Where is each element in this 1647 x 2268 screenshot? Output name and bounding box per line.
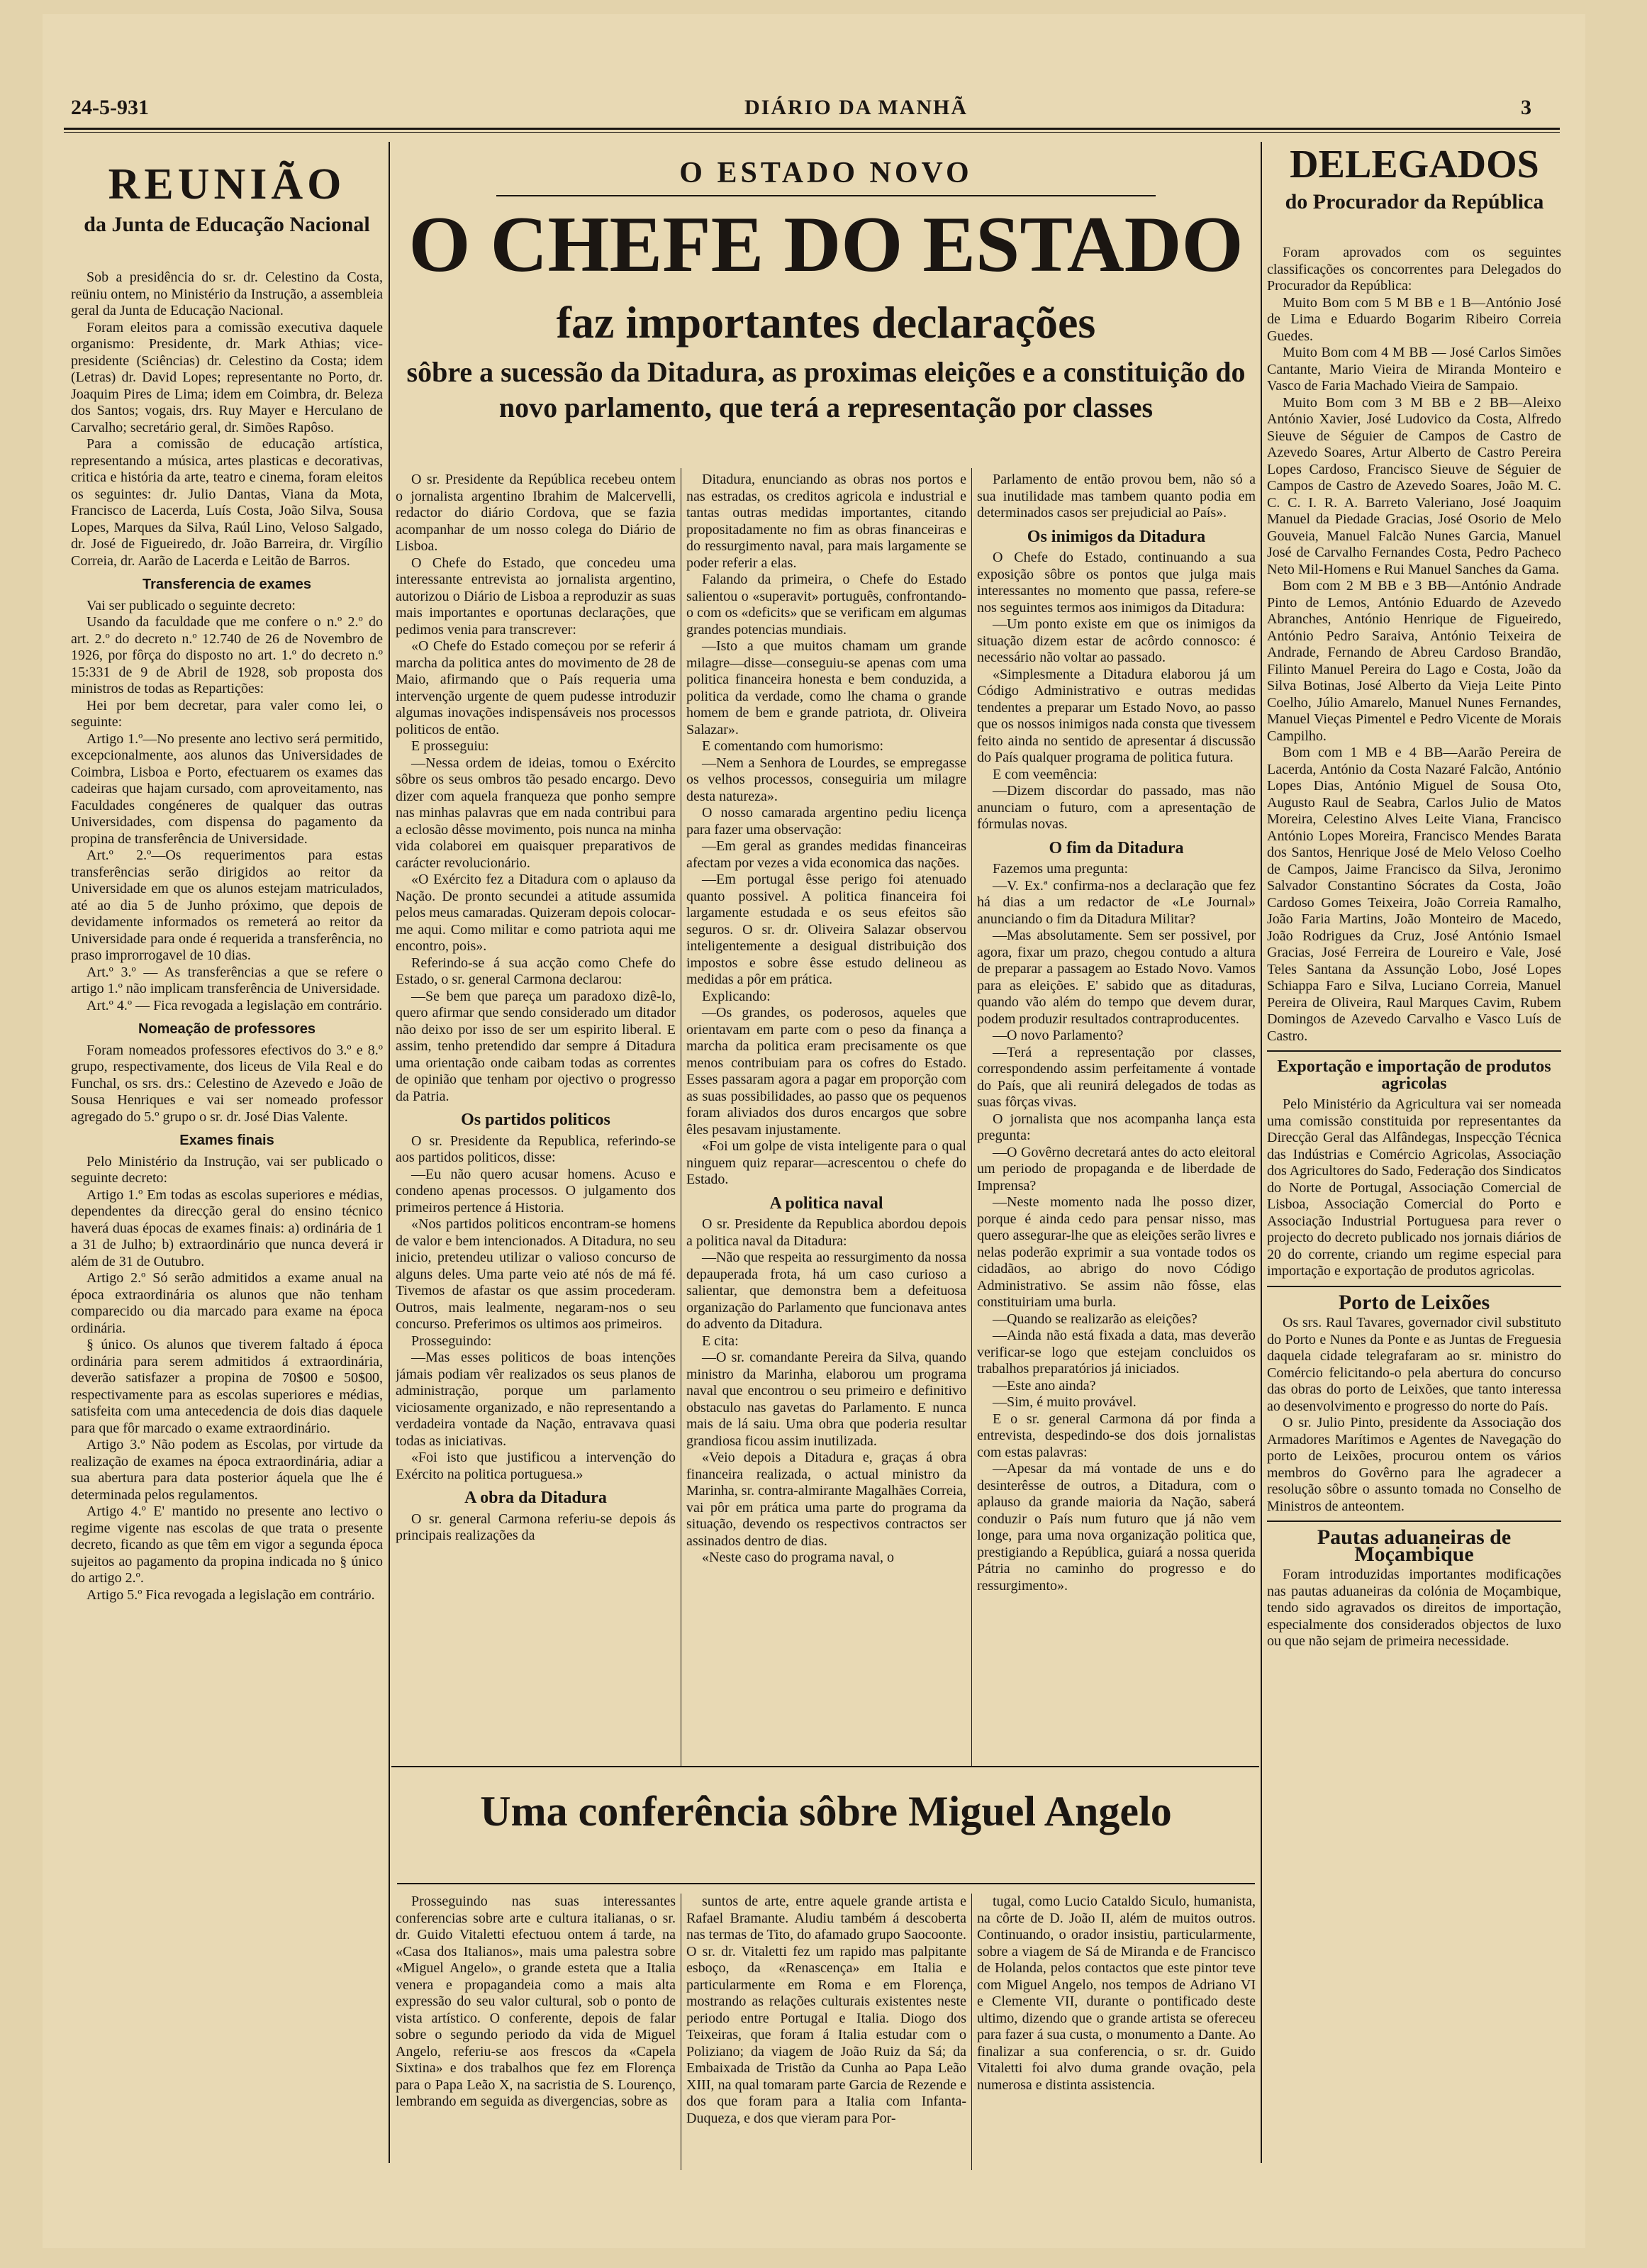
paragraph: O nosso camarada argentino pediu licença para fazer uma observação: (686, 805, 966, 838)
paragraph: —V. Ex.ª confirma-nos a declaração que fez há dias a um redactor de «Le Journal» anunciando o fim da Ditadura Militar? (977, 877, 1256, 927)
section-heading: Exames finais (179, 1133, 274, 1148)
paragraph: —Nem a Senhora de Lourdes, se empregasse os velhos processos, conseguiria um milagre desta natureza». (686, 755, 966, 804)
paragraph: Artigo 4.º E' mantido no presente ano lectivo o regime vigente nas escolas de que trata o presente decreto, ficando as que têm em vigor a segunda época sujeitos ao pagamento da propina indicada no § único do artigo 2.º. (71, 1503, 383, 1586)
paragraph: —Se bem que pareça um paradoxo dizê-lo, quero afirmar que sendo considerado um ditador não deixo por isso de ser um espirito liberal. E assim, tenho pretendido dar sempre á Ditadura uma orientação onde caibam todas as correntes de opinião que tenham por ojectivo o progresso da Patria. (396, 988, 676, 1104)
section-heading: Nomeação de professores (138, 1021, 316, 1037)
paragraph: Ditadura, enunciando as obras nos portos e nas estradas, os creditos agricola e industrial e tantas outras medidas importantes, citando propositadamente no fim as obras financeiras e do ressurgimento naval, para mais largamente se poder referir a elas. (686, 472, 966, 571)
delegados-title: DELEGADOS (1290, 143, 1539, 187)
masthead (57, 89, 1560, 131)
paragraph: —Em portugal êsse perigo foi atenuado quanto possivel. A politica financeira foi largamente estudada e os seus efeitos são seguros. O sr. dr. Oliveira Salazar observou inteligentemente a desigual distribuição dos impostos e sobre êsse estudo delineou as medidas a pôr em prática. (686, 872, 966, 987)
sub-headline: faz importantes declarações (556, 297, 1096, 348)
column-divider (389, 142, 390, 2163)
paragraph: Foram nomeados professores efectivos do 3.º e 8.º grupo, respectivamente, dos liceus de Vila Real e do Funchal, os srs. drs.: Celestino de Azevedo e João de Sousa Henriques e vai ser nomeado professor agregado do 5.º grupo o sr. dr. José Dias Valente. (71, 1042, 383, 1125)
paragraph: O jornalista que nos acompanha lança esta pregunta: (977, 1111, 1256, 1143)
section-heading: Os inimigos da Ditadura (1027, 527, 1206, 546)
paragraph: —O novo Parlamento? (993, 1028, 1124, 1043)
paragraph: § único. Os alunos que tiverem faltado á época ordinária para serem admitidos á extraordinária, deverão satisfazer a propina de 70$00 e 50$00, respectivamente para as escolas superiores e médias, satisfeita com uma antecedencia de dois dias daquele para que fôr marcado o exame extraordinário. (71, 1337, 383, 1436)
paragraph: «Simplesmente a Ditadura elaborou já um Código Administrativo e outras medidas tendentes a preparar um Estado Novo, ao passo que os nossos inimigos nada consta que tivessem feito ainda no sentido de apresentar á discussão do País qualquer programa de politica futura. (977, 666, 1256, 765)
paragraph: —Este ano ainda? (993, 1377, 1096, 1394)
paragraph: «Nos partidos politicos encontram-se homens de valor e bem intencionados. A Ditadura, no seu inicio, pretendeu utilizar o valioso concurso de alguns deles. Uma parte veio até nós de má fé. Tivemos de afastar os que assim procederam. Outros, mais lealmente, negaram-nos o seu concurso. Preferimos os ultimos aos primeiros. (396, 1216, 676, 1332)
paragraph: —Dizem discordar do passado, mas não anunciam o futuro, com a apresentação de fórmulas novas. (977, 783, 1256, 832)
newspaper-name: DIÁRIO DA MANHÃ (744, 96, 968, 119)
paragraph: —Mas esses politicos de boas intenções jámais podiam vêr realizados os seus planos de administração, porque um parlamento viciosamente organizado, e não representando a verdadeira vontade da Nação, entravava quasi todas as iniciativas. (396, 1350, 676, 1449)
paragraph: —Ainda não está fixada a data, mas deverão verificar-se logo que estejam concluidos os trabalhos preparatórios já iniciados. (977, 1328, 1256, 1377)
section-heading: A obra da Ditadura (464, 1489, 607, 1507)
page-number: 3 (1521, 96, 1531, 119)
section-heading: Pautas aduaneiras de Moçambique (1317, 1525, 1512, 1566)
paragraph: Parlamento de então provou bem, não só a sua inutilidade mas tambem quanto podia em determinados casos ser prejudicial ao País». (977, 472, 1256, 521)
reuniao-subtitle: da Junta de Educação Nacional (84, 213, 370, 236)
paragraph: Hei por bem decretar, para valer como lei, o seguinte: (71, 697, 383, 730)
conferencia-headline: Uma conferência sôbre Miguel Angelo (480, 1788, 1172, 1835)
section-heading: Transferencia de exames (143, 577, 311, 592)
paragraph: E prosseguiu: (411, 738, 489, 754)
paragraph: —Quando se realizarão as eleições? (993, 1311, 1197, 1327)
paragraph: Prosseguindo: (411, 1333, 492, 1349)
paragraph: Art.º 3.º — As transferências a que se refere o artigo 1.º não implicam transferência de Universidade. (71, 964, 383, 996)
masthead-rule (64, 128, 1560, 130)
paragraph: —Eu não quero acusar homens. Acuso e condeno apenas processos. O julgamento dos primeiros pertence á Historia. (396, 1166, 676, 1216)
paragraph: «Neste caso do programa naval, o (702, 1550, 895, 1565)
article-column-1 (396, 472, 676, 1762)
column-divider (971, 468, 972, 1766)
paragraph: Muito Bom com 5 M BB e 1 B—António José de Lima e Eduardo Bogarim Ribeiro Correia Guedes. (1267, 294, 1561, 344)
paragraph: —Os grandes, os poderosos, aqueles que orientavam em parte com o peso da finança a marcha da politica eram precisamente os que menos contribuiam para os cofres do Estado. Esses passaram agora a pagar em proporção com as suas possibilidades, ao passo que os pequenos foram aliviados dos duros encargos que sobre êles pesavam injustamente. (686, 1005, 966, 1138)
paragraph: E o sr. general Carmona dá por finda a entrevista, despedindo-se dos dois jornalistas com estas palavras: (977, 1411, 1256, 1460)
paragraph: Bom com 2 M BB e 3 BB—António Andrade Pinto de Lemos, António Eduardo de Azevedo Abranches, António Henrique de Figueiredo, António Pedro Saraiva, António Teixeira de Andrade, Fernando de Abreu Cardoso Brandão, Filinto Manuel Pereira do Lago e Costa, João da Silva Botinas, José Alberto da Vieja Leite Pinto Coelho, Júlio Amarelo, Manuel Nunes Fernandes, Manuel Vieças Pimentel e Pedro Vicente de Morais Campilho. (1267, 578, 1561, 744)
conferencia-column-2 (686, 1894, 966, 2163)
paragraph: —O sr. comandante Pereira da Silva, quando ministro da Marinha, elaborou um programa naval que encontrou o seu primeiro e definitivo obstaculo nas gavetas do Parlamento. E nunca mais de lá saiu. Uma obra que poderia resultar grandiosa ficou assim inutilizada. (686, 1350, 966, 1449)
conferencia-column-3 (977, 1894, 1256, 2163)
paragraph: tugal, como Lucio Cataldo Siculo, humanista, na côrte de D. João II, além de muitos outros. Continuando, o orador insistiu, particularmente, sobre a viagem de Sá de Miranda e de Francisco de Holanda, pelos contactos que este pintor teve com Miguel Angelo, nos tempos de Adriano VI e Clemente VII, durante o pontificado deste ultimo, dizendo que o grande artista se ofereceu para fazer á sua custa, o monumento a Dante. Ao finalizar a sua conferencia, o sr. dr. Guido Vitaletti foi alvo duma grande ovação, pela numerosa e distinta assistencia. (977, 1894, 1256, 2093)
paragraph: O sr. Presidente da República recebeu ontem o jornalista argentino Ibrahim de Malcervelli, redactor do diário Cordova, que se fazia acompanhar de um nosso colega do Diário de Lisboa. (396, 472, 676, 554)
conferencia-rule (397, 1883, 1255, 1884)
paragraph: Vai ser publicado o seguinte decreto: (86, 597, 296, 613)
paragraph: Referindo-se á sua acção como Chefe do Estado, o sr. general Carmona declarou: (396, 955, 676, 987)
paragraph: Art.º 4.º — Fica revogada a legislação em contrário. (86, 997, 383, 1013)
conferencia-column-1 (396, 1894, 676, 2163)
paragraph: —Apesar da má vontade de uns e do desinterêsse de outros, a Ditadura, com o aplauso da grande maioria da Nação, saberá conduzir o País num futuro que já não vem longe, para uma nova organização politica que, prestigiando a República, guiará a nossa querida Pátria no caminho do progresso e do ressurgimento». (977, 1461, 1256, 1594)
paragraph: suntos de arte, entre aquele grande artista e Rafael Bramante. Aludiu também á descoberta nas termas de Tito, do afamado grupo Saocoonte. O sr. dr. Vitaletti fez um rapido mas palpitante esboço, da «Renascença» em Italia e particularmente em Roma e em Florença, mostrando as relações culturais existentes neste periodo entre Portugal e Italia. Diogo dos Teixeiras, que foram á Italia estudar com o Poliziano; da viagem de João Ruiz da Sá; da Embaixada de Tristão da Cunha ao Papa Leão XIII, na qual tomaram parte Garcia de Rezende e dos que foram para a Italia com Infanta-Duqueza, e dos que vieram para Por- (686, 1894, 966, 2126)
right-column-text (1267, 245, 1561, 2163)
kicker-rule (496, 195, 1156, 196)
paragraph: Prosseguindo nas suas interessantes conferencias sobre arte e cultura italianas, o sr. dr. Guido Vitaletti efectuou ontem á tarde, na «Casa dos Italianos», mais uma palestra sobre «Miguel Angelo», o grande esteta que a Italia venera e propagandeia como a mais alta expressão do seu valor cultural, sob o ponto de vista artístico. O conferente, depois de falar sobre o segundo periodo da vida de Miguel Angelo, referiu-se aos frescos da «Capela Sixtina» e dos trabalhos que fez em Florença para o Papa Leão X, na sacristia de S. Lourenço, lembrando em seguida as divergencias, sobre as (396, 1894, 676, 2109)
left-column-text (71, 269, 383, 2163)
section-heading: Porto de Leixões (1338, 1290, 1490, 1314)
paragraph: «O Chefe do Estado começou por se referir á marcha da politica antes do movimento de 28 de Maio, afirmando que o País requeria uma intervenção urgente de quem pudesse introduzir algumas inovações indispensáveis nos processos politicos de então. (396, 638, 676, 738)
paragraph: Foram aprovados com os seguintes classificações os concorrentes para Delegados do Procurador da República: (1267, 245, 1561, 294)
paragraph: Explicando: (702, 988, 771, 1004)
paragraph: Usando da faculdade que me confere o n.º 2.º do art. 2.º do decreto n.º 12.740 de 26 de Novembro de 1926, por fôrça do disposto no art. 1.º do decreto n.º 15:331 de 9 de Abril de 1928, sob proposta dos ministros de todas as Repartições: (71, 614, 383, 696)
paragraph: Foram eleitos para a comissão executiva daquele organismo: Presidente, dr. Mark Athias; vice-presidente (Sciências) dr. Celestino da Costa; idem (Letras) dr. David Lopes; representante no Porto, dr. Joaquim Pires de Lima; idem em Coimbra, dr. Beleza dos Santos; vogais, drs. Ruy Mayer e Herculano de Carvalho; secretário geral, dr. Simões Rapôso. (71, 319, 383, 435)
delegados-subtitle: do Procurador da República (1285, 190, 1544, 213)
paragraph: Artigo 1.º Em todas as escolas superiores e médias, dependentes da direcção geral do ensino técnico haverá duas épocas de exames finais: a) ordinária de 1 a 31 de Julho; b) extraordinário que nunca deverá ir além de 31 de Outubro. (71, 1186, 383, 1269)
paragraph: O sr. Presidente da Republica abordou depois a politica naval da Ditadura: (686, 1216, 966, 1249)
article-column-3 (977, 472, 1256, 1762)
paragraph: E com veemência: (993, 766, 1098, 782)
paragraph: —Um ponto existe em que os inimigos da situação dizem estar de acôrdo connosco: é necessário não voltar ao passado. (977, 616, 1256, 665)
paragraph: O sr. general Carmona referiu-se depois ás principais realizações da (396, 1511, 676, 1543)
paragraph: E cita: (702, 1333, 739, 1349)
column-divider (1261, 142, 1262, 2163)
reuniao-title: REUNIÃO (108, 160, 346, 209)
main-headline: O CHEFE DO ESTADO (408, 201, 1244, 289)
article-column-2 (686, 472, 966, 1762)
paragraph: —O Govêrno decretará antes do acto eleitoral um periodo de propaganda e de liberdade de Imprensa? (977, 1144, 1256, 1194)
paragraph: Para a comissão de educação artística, representando a música, artes plasticas e decorativas, critica e história da arte, teatro e cinema, foram eleitos os seguintes: dr. Julio Dantas, Viana da Mota, Francisco de Lacerda, Luís Costa, João Silva, Sousa Lopes, Marques da Silva, Raúl Lino, Veloso Salgado, dr. José de Figueiredo, dr. João Barreira, dr. Virgílio Correia, dr. Aarão de Lacerda e Leitão de Barros. (71, 436, 383, 569)
paragraph: —Não que respeita ao ressurgimento da nossa depauperada frota, há um caso curioso a salientar, que demonstra bem a defeituosa organização do Parlamento que funcionava antes do advento da Ditadura. (686, 1250, 966, 1332)
paragraph: Artigo 2.º Só serão admitidos a exame anual na época extraordinária os alunos que não tenham comparecido ou dia marcado para exame na época ordinária. (71, 1270, 383, 1336)
paragraph: Artigo 1.º—No presente ano lectivo será permitido, excepcionalmente, aos alunos das Universidades de Coimbra, Lisboa e Porto, efectuarem os exames das cadeiras que hajam cursado, com aproveitamento, nas Faculdades congéneres de qualquer das outras Universidades, com dispensa do pagamento da propina de transferência de Universidade. (71, 730, 383, 847)
column-divider (971, 1894, 972, 2170)
paragraph: —Em geral as grandes medidas financeiras afectam por vezes a vida economica das nações. (686, 838, 966, 871)
paragraph: Muito Bom com 3 M BB e 2 BB—Aleixo António Xavier, José Ludovico da Costa, Alfredo Sieuve de Séguier de Campos de Castro de Azevedo Soares, Artur Alberto de Castro Pereira Lopes Cardoso, Francisco Sieuve de Séguier de Campos de Castro de Azevedo Soares, João M. C. C. C. I. R. A. Barreto Valeriano, José Joaquim Manuel da Piedade Gracias, José Osorio de Melo Gouveia, Manuel Falcão Nunes Garcia, Manuel José de Carvalho Fernandes Costa, Pedro Pacheco Neto Mil-Homens e Rui Manuel Sanches da Gama. (1267, 394, 1561, 577)
section-heading: Exportação e importação de produtos agricolas (1277, 1057, 1551, 1093)
paragraph: Falando da primeira, o Chefe do Estado salientou o «superavit» português, confrontando-o com os «deficits» que se verificam em algumas grandes potencias mundiais. (686, 572, 966, 638)
section-heading: Os partidos politicos (461, 1111, 610, 1129)
section-heading: O fim da Ditadura (1049, 838, 1184, 857)
section-heading: A politica naval (769, 1194, 883, 1213)
issue-date: 24-5-931 (71, 96, 149, 119)
masthead-rule-thin (64, 132, 1560, 133)
paragraph: O Chefe do Estado, que concedeu uma interessante entrevista ao jornalista argentino, autorizou o Diário de Lisboa a reproduzir as suas mais importantes e oportunas declarações, que pedimos venia para transcrever: (396, 555, 676, 638)
paragraph: Artigo 5.º Fica revogada a legislação em contrário. (86, 1586, 375, 1603)
paragraph: «O Exército fez a Ditadura com o aplauso da Nação. De pronto secundei a atitude assumida pelos meus camaradas. Quizeram depois colocar-me aqui. Como militar e como patriota aqui me encontro, pois». (396, 872, 676, 954)
paragraph: «Veio depois a Ditadura e, graças á obra financeira realizada, o actual ministro da Marinha, sr. contra-almirante Magalhães Correia, vai pôr em prática uma parte do programa da situação, devendo os respectivos contractos ser assinados dentro de dias. (686, 1450, 966, 1549)
paragraph: O sr. Presidente da Republica, referindo-se aos partidos politicos, disse: (396, 1133, 676, 1165)
paragraph: —Sim, é muito provável. (993, 1394, 1137, 1410)
paragraph: E comentando com humorismo: (702, 738, 884, 754)
paragraph: «Foi isto que justificou a intervenção do Exército na politica portuguesa.» (396, 1450, 676, 1482)
deck: sôbre a sucessão da Ditadura, as proximas eleições e a constituição do novo parlamento, que terá a representação por classes (406, 356, 1246, 423)
paragraph: —Terá a representação por classes, correspondendo assim perfeitamente á vontade do País, que ali reunirá delegados de todas as suas fôrças vivas. (977, 1044, 1256, 1110)
paragraph: O Chefe do Estado, continuando a sua exposição sôbre os pontos que julga mais interessantes no momento que passa, refere-se nos seguintes termos aos inimigos da Ditadura: (977, 550, 1256, 616)
paragraph: Os srs. Raul Tavares, governador civil substituto do Porto e Nunes da Ponte e as Juntas de Freguesia daquela cidade telegrafaram ao sr. ministro do Comércio felicitando-o pela abertura do concurso das obras do porto de Leixões, que tanto interessa ao desenvolvimento e progresso do norte do País. (1267, 1315, 1561, 1414)
paragraph: —Isto a que muitos chamam um grande milagre—disse—conseguiu-se apenas com uma politica financeira honesta e bem conduzida, a politica da verdade, como lhe chama o grande homem de bem e grande patriota, dr. Oliveira Salazar». (686, 638, 966, 738)
paragraph: Foram introduzidas importantes modificações nas pautas aduaneiras da colónia de Moçambique, tendo sido agravados os direitos de importação, especialmente dos considerados objectos de luxo ou que não sejam de primeira necessidade. (1267, 1567, 1561, 1649)
section-divider (391, 1766, 1259, 1767)
paragraph: Sob a presidência do sr. dr. Celestino da Costa, reüniu ontem, no Ministério da Instrução, a assembleia geral da Junta de Educação Nacional. (71, 269, 383, 318)
paragraph: Artigo 3.º Não podem as Escolas, por virtude da realização de exames na época extraordinária, adiar a sua abertura para data posterior áquela que lhe é determinada pelos regulamentos. (71, 1437, 383, 1503)
paragraph: Fazemos uma pregunta: (993, 861, 1129, 877)
kicker: O ESTADO NOVO (679, 157, 973, 189)
paragraph: —Mas absolutamente. Sem ser possivel, por agora, fixar um prazo, chegou contudo a altura de preparar a passagem ao Estado Novo. Vamos para as eleições. E' sabido que as ditaduras, quando vão além do tempo que devem durar, podem produzir resultados contraproducentes. (977, 928, 1256, 1027)
paragraph: Bom com 1 MB e 4 BB—Aarão Pereira de Lacerda, António da Costa Nazaré Falcão, António Lopes Dias, António Miguel de Sousa Oto, Augusto Raul de Seabra, Carlos Julio de Matos Moreira, Celestino Alves Leite Viana, Francisco António Lopes Moreira, Francisco Mendes Barata dos Santos, Henrique José de Melo Veloso Coelho de Campos, Jaime Francisco da Silva, Jeronimo Salvador Constantino Sócrates da Costa, João Cardoso Gomes Teixeira, João Correia Ramalho, João Faria Martins, João Monteiro de Macedo, João Rodrigues da Cruz, José António Ismael Gracias, José Ferreira de Loureiro e Vale, José Teles Santana da Assunção Lobo, José Lopes Schiappa Faro e Silva, Luciano Correia, Manuel Pereira de Oliveira, Raul Marques Cavim, Rubem Domingos de Azevedo Carvalho e Vasco Luís de Castro. (1267, 745, 1561, 1044)
paragraph: —Nessa ordem de ideias, tomou o Exército sôbre os seus ombros tão pesado encargo. Devo dizer com aquela franqueza que ponho sempre nas minhas palavras que em nada contribui para a eclosão dêsse movimento, pois nunca na minha vida colaborei em quaisquer preparativos de carácter revolucionário. (396, 755, 676, 871)
paragraph: —Neste momento nada lhe posso dizer, porque é ainda cedo para pensar nisso, mas quero assegurar-lhe que as eleições serão livres e nelas poderão exprimir a sua vontade todos os cidadãos, ao abrigo do novo Código Administrativo. Se assim não fôsse, elas constituiriam uma burla. (977, 1194, 1256, 1310)
paragraph: «Foi um golpe de vista inteligente para o qual ninguem quiz reparar—acrescentou o chefe do Estado. (686, 1138, 966, 1187)
paragraph: Art.º 2.º—Os requerimentos para estas transferências serão dirigidos ao reitor da Universidade em que os alunos estejam matriculados, até ao dia 5 de Junho próximo, que depois de devidamente informados os remeterá ao reitor da Universidade para onde é requerida a transferência, no praso improrrogavel de 10 dias. (71, 847, 383, 963)
paragraph: Pelo Ministério da Agricultura vai ser nomeada uma comissão constituida por representantes da Direcção Geral das Alfândegas, Inspecção Técnica das Indústrias e Comércio Agricolas, Associação dos Agricultores do Sado, Federação dos Sindicatos do Norte de Portugal, Associação Comercial de Lisboa, Associação Comercial do Porto e Associação Industrial Portuguesa para rever o projecto do decreto publicado nos jornais diários de 20 do corrente, criando um regime especial para importação e exportação de produtos agricolas. (1267, 1096, 1561, 1279)
paragraph: Pelo Ministério da Instrução, vai ser publicado o seguinte decreto: (71, 1153, 383, 1186)
paragraph: Muito Bom com 4 M BB — José Carlos Simões Cantante, Mario Vieira de Miranda Monteiro e Vasco de Faria Machado Vieira de Sampaio. (1267, 345, 1561, 394)
paragraph: O sr. Julio Pinto, presidente da Associação dos Armadores Marítimos e Agentes de Navegação do porto de Leixões, procurou ontem os vários membros do Govêrno para lhe agradecer a resolução sôbre o assunto tomada no Conselho de Ministros de anteontem. (1267, 1415, 1561, 1514)
